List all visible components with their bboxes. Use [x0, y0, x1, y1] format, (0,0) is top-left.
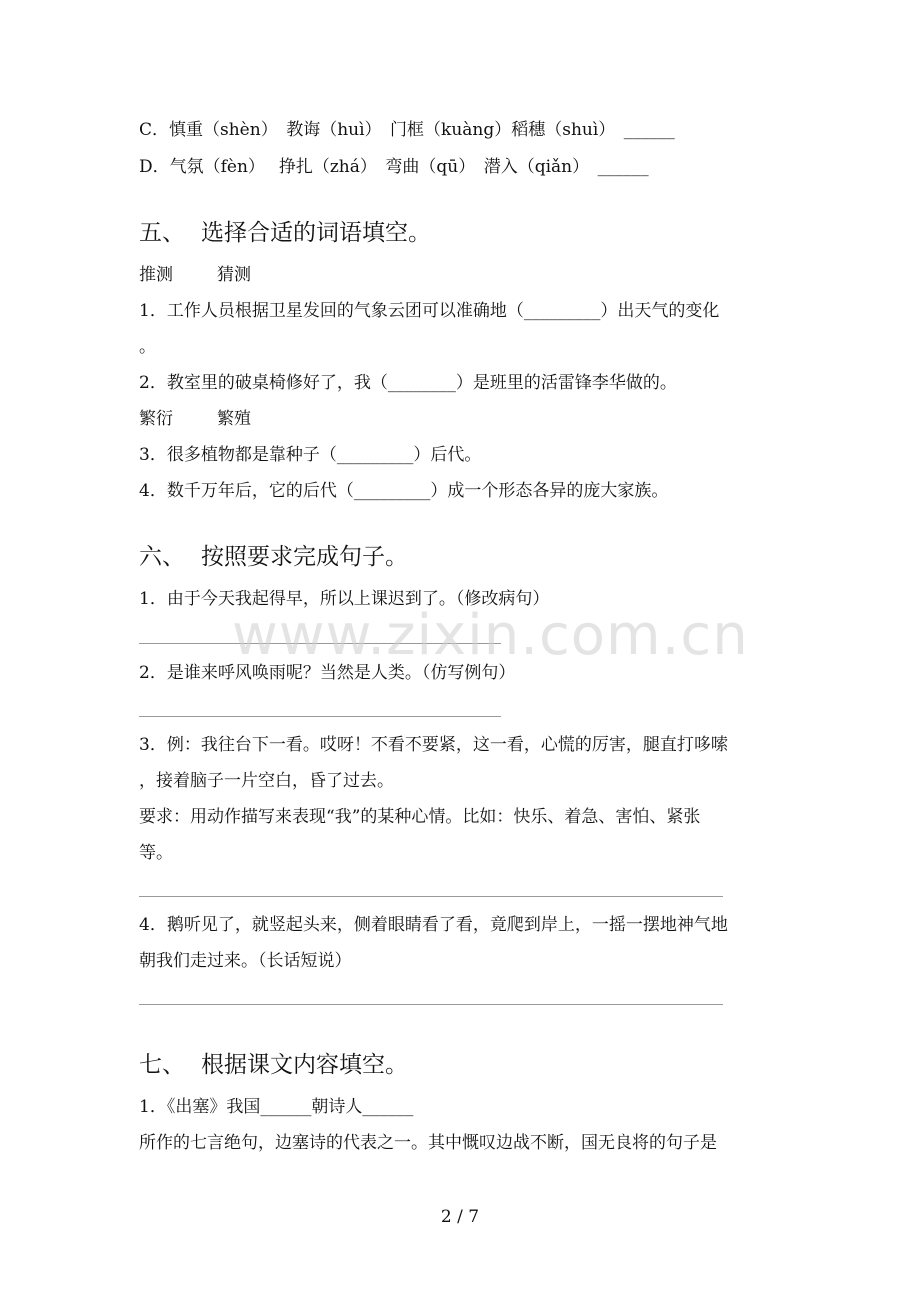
- section5-word-choices-1: [139, 264, 251, 286]
- answer-line[interactable]: [139, 716, 501, 717]
- section6-number: 六、: [139, 544, 185, 570]
- watermark: www.zixin.com.cn: [232, 603, 749, 668]
- section6-requirement: 要求：用动作描写来表现“我”的某种心情。比如：快乐、着急、害怕、紧张: [139, 807, 701, 827]
- section6-title: 按照要求完成句子。: [201, 544, 408, 570]
- section5-question-2: 2．教室里的破桌椅修好了，我（________）是班里的活雷锋李华做的。: [139, 373, 677, 393]
- section5-number: 五、: [139, 220, 185, 246]
- section7-question-1: 1．《出塞》我国______朝诗人______: [139, 1097, 414, 1117]
- option-d: D．气氛（fèn） 挣扎（zhá） 弯曲（qū） 潜入（qiǎn） ______: [139, 157, 649, 177]
- section5-heading: [139, 218, 431, 248]
- section5-question-1-cont: 。: [139, 337, 156, 357]
- section5-title: 选择合适的词语填空。: [201, 220, 431, 246]
- section6-question-4-cont: 朝我们走过来。（长话短说）: [139, 951, 352, 971]
- section5-question-4: 4．数千万年后，它的后代（_________）成一个形态各异的庞大家族。: [139, 481, 669, 501]
- section7-question-1-cont: 所作的七言绝句，边塞诗的代表之一。其中慨叹边战不断，国无良将的句子是: [139, 1133, 717, 1153]
- section5-question-1: 1．工作人员根据卫星发回的气象云团可以准确地（_________）出天气的变化: [139, 301, 720, 321]
- word-option: 繁殖: [217, 409, 251, 429]
- option-c: C．慎重（shèn） 教诲（huì） 门框（kuàng）稻穗（shuì） ______: [139, 120, 675, 140]
- section6-question-3-cont: ，接着脑子一片空白，昏了过去。: [139, 771, 394, 791]
- section6-question-2: 2．是谁来呼风唤雨呢？当然是人类。（仿写例句）: [139, 663, 516, 683]
- section5-word-choices-2: [139, 408, 251, 430]
- section6-requirement-cont: 等。: [139, 843, 173, 863]
- section6-question-3: 3．例：我往台下一看。哎呀！不看不要紧，这一看，心慌的厉害，腿直打哆嗦: [139, 735, 728, 755]
- section6-heading: [139, 542, 408, 572]
- answer-line[interactable]: [139, 1004, 723, 1005]
- word-option: 繁衍: [139, 409, 173, 429]
- answer-line[interactable]: [139, 896, 723, 897]
- page-number: 2 / 7: [440, 1207, 480, 1227]
- word-option: 猜测: [217, 265, 251, 285]
- section6-question-1: 1．由于今天我起得早，所以上课迟到了。（修改病句）: [139, 589, 550, 609]
- section7-number: 七、: [139, 1052, 185, 1078]
- section7-title: 根据课文内容填空。: [201, 1052, 408, 1078]
- section7-heading: [139, 1050, 408, 1080]
- word-option: 推测: [139, 265, 173, 285]
- section5-question-3: 3．很多植物都是靠种子（_________）后代。: [139, 445, 482, 465]
- section6-question-4: 4．鹅听见了，就竖起头来，侧着眼睛看了看，竟爬到岸上，一摇一摆地神气地: [139, 915, 728, 935]
